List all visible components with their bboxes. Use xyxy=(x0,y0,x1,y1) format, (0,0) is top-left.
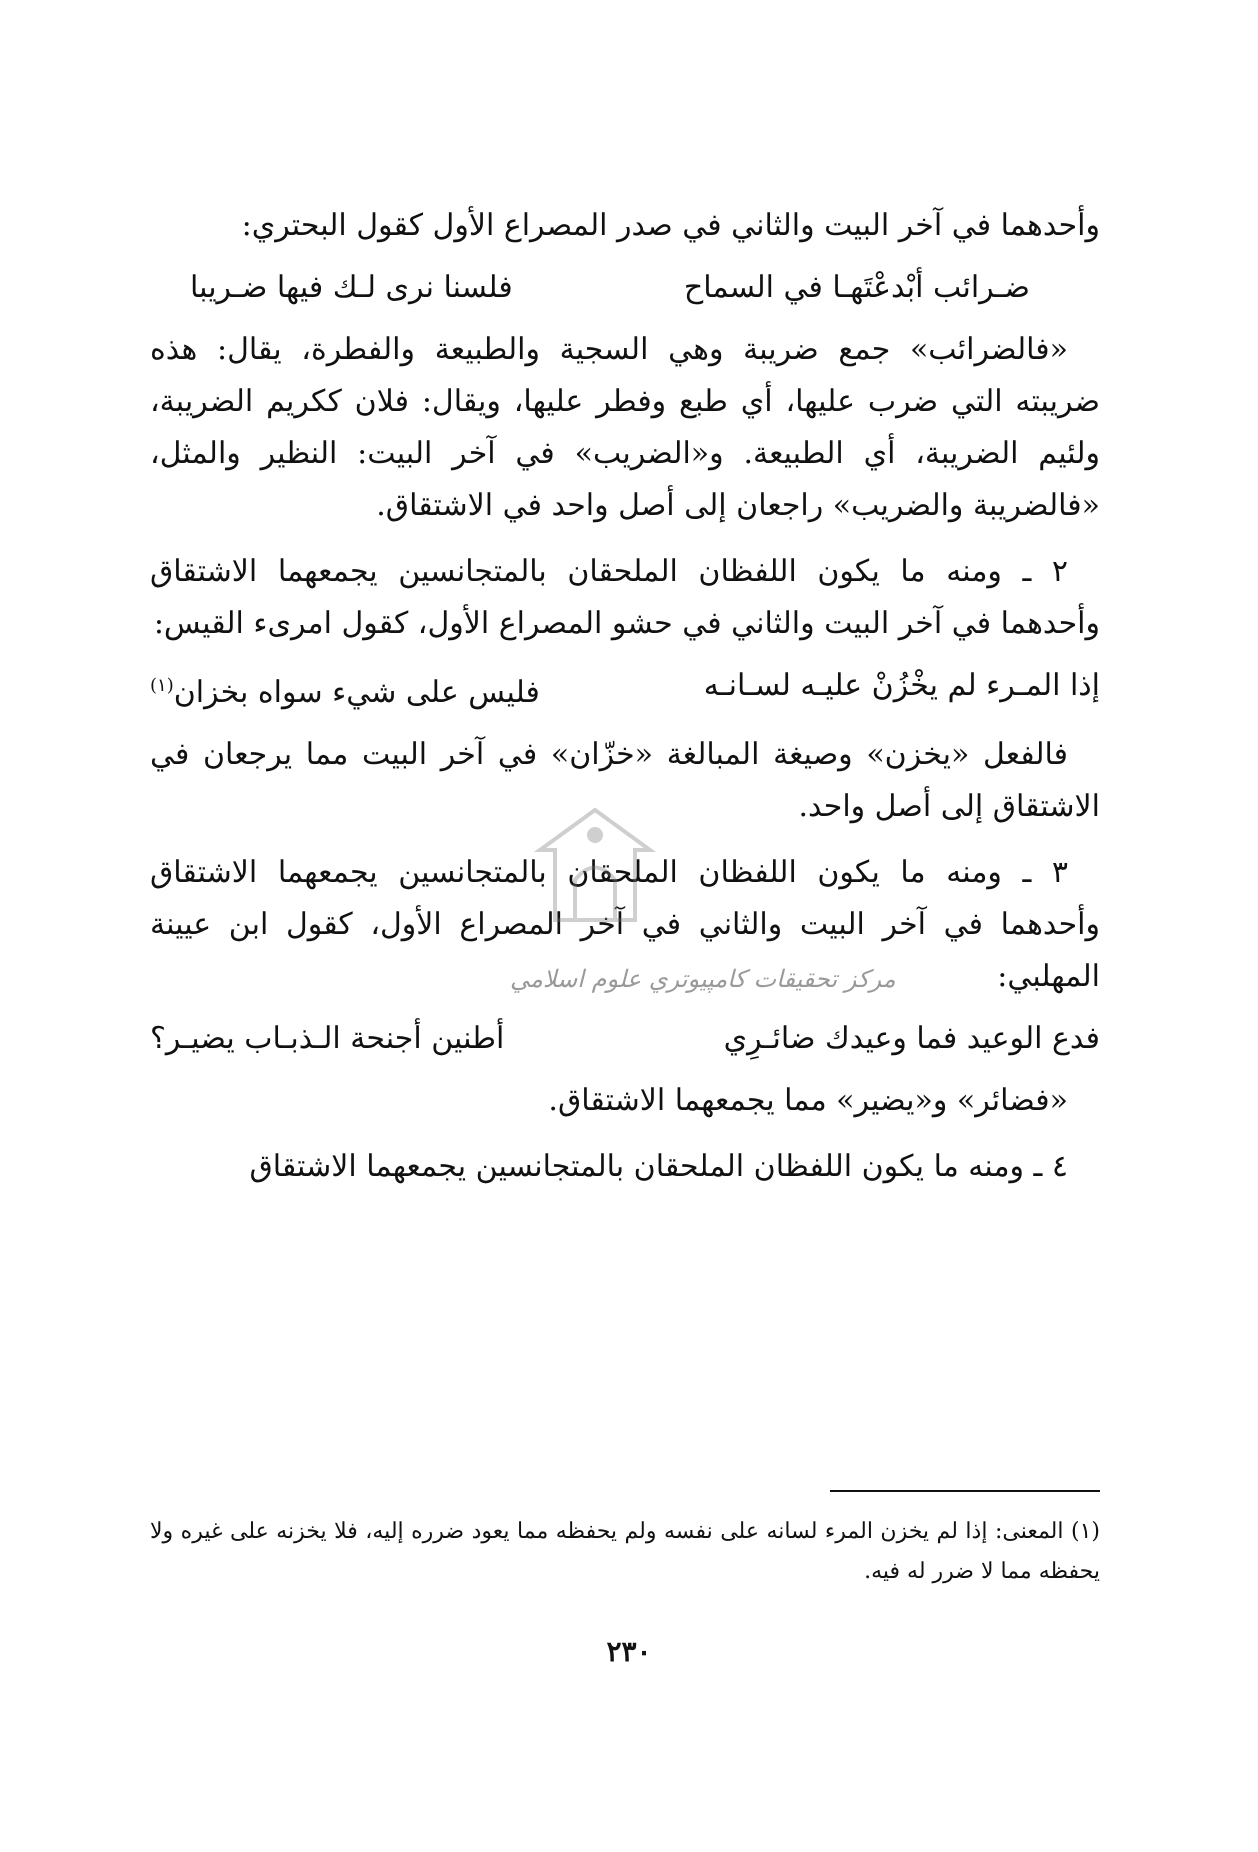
verse-hemistich-first: إذا المـرء لم يخْزُنْ عليـه لسـانـه xyxy=(703,668,1100,703)
footnote: (١) المعنى: إذا لم يخزن المرء لسانه على نفسه ولم يحفظه مما يعود ضرره إليه، فلا يخزنه على غيره ولا يحفظه مما لا ضرر له فيه. xyxy=(150,1519,1100,1584)
verse-ibn-uyayna xyxy=(150,1013,1100,1065)
watermark-logo-icon xyxy=(520,790,670,940)
paragraph-5: ٣ ـ ومنه ما يكون اللفظان الملحقان بالمتجانسين يجمعهما الاشتقاق وأحدهما في آخر البيت والثاني في آخر المصراع الأول، كقول ابن عيينة المهلبي: xyxy=(150,855,1100,994)
paragraph-1: وأحدهما في آخر البيت والثاني في صدر المصراع الأول كقول البحتري: xyxy=(241,208,1100,243)
paragraph-2: «فالضرائب» جمع ضريبة وهي السجية والطبيعة والفطرة، يقال: هذه ضريبته التي ضرب عليها، أي طبع وفطر عليها، ويقال: فلان ككريم الضريبة، ولئيم الضريبة، أي الطبيعة. و«الضريب» في آخر البيت: النظير والمثل، «فالضريبة والضريب» راجعان إلى أصل واحد في الاشتقاق. xyxy=(150,332,1100,523)
verse-hemistich-first: فدع الوعيد فما وعيدك ضائـرِي xyxy=(723,1021,1100,1056)
watermark-text: مركز تحقيقات كامپيوتري علوم اسلامي xyxy=(510,965,896,993)
verse-hemistich-first: ضـرائب أبْدعْتَهـا في السماح xyxy=(683,270,1030,305)
paragraph-6: «فضائر» و«يضير» مما يجمعهما الاشتقاق. xyxy=(548,1083,1068,1118)
paragraph-3: ٢ ـ ومنه ما يكون اللفظان الملحقان بالمتجانسين يجمعهما الاشتقاق وأحدهما في آخر البيت والثاني في حشو المصراع الأول، كقول امرىء القيس: xyxy=(150,554,1100,641)
verse-buhturi xyxy=(150,262,1100,314)
paragraph-7: ٤ ـ ومنه ما يكون اللفظان الملحقان بالمتجانسين يجمعهما الاشتقاق xyxy=(249,1149,1068,1184)
verse-imru-al-qays xyxy=(150,660,1100,719)
footnote-divider xyxy=(830,1490,1100,1492)
paragraph-4: فالفعل «يخزن» وصيغة المبالغة «خزّان» في آخر البيت مما يرجعان في الاشتقاق إلى أصل واحد. xyxy=(150,737,1100,824)
page-body xyxy=(150,200,1100,1193)
verse-hemistich-second: فلسنا نرى لـك فيها ضـريبا xyxy=(190,270,513,305)
verse-hemistich-second: أطنين أجنحة الـذبـاب يضيـر؟ xyxy=(150,1021,505,1056)
page-number: ٢٣٠ xyxy=(606,1635,652,1668)
verse-hemistich-second-text: فليس على شيء سواه بخزان xyxy=(173,675,540,710)
verse-hemistich-second xyxy=(150,660,540,719)
footnote-marker[interactable]: (١) xyxy=(150,675,174,696)
